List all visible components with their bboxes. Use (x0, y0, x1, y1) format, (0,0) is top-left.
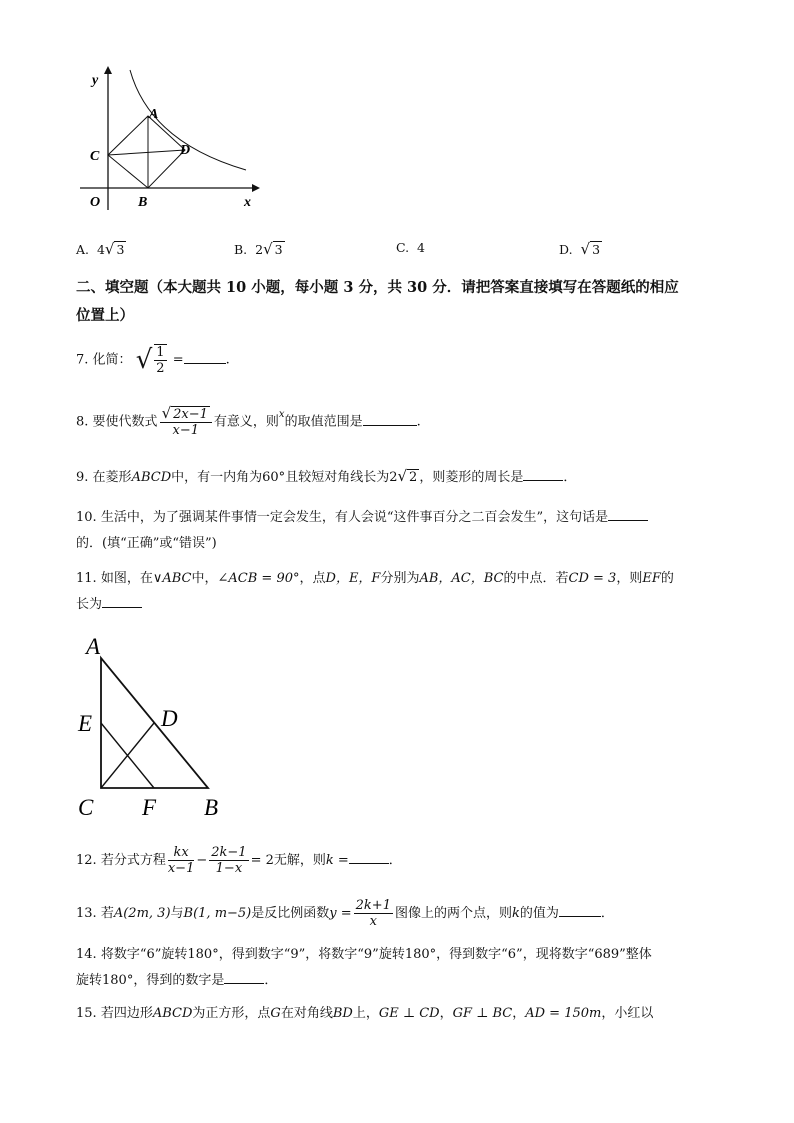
radicand: 2 (409, 470, 418, 485)
radical-sign-icon: √ (104, 240, 115, 258)
choice-letter: A. (76, 242, 90, 257)
equation-rhs: = 2 (250, 853, 274, 868)
choice-radicand: 3 (274, 242, 283, 257)
choice-radicand: 3 (592, 242, 601, 257)
question-10-line1 (76, 505, 726, 531)
fraction-1 (168, 845, 195, 876)
answer-choices (76, 240, 716, 260)
question-text: 分别为 (380, 571, 420, 586)
question-15 (76, 1005, 726, 1023)
math-ge-perp: GE ⊥ CD (378, 1006, 440, 1021)
x-axis-arrow (252, 184, 260, 192)
answer-blank[interactable] (363, 413, 417, 426)
question-text: 的值为 (519, 906, 559, 921)
question-text: ，则 (616, 571, 643, 586)
question-text: 若 (100, 906, 114, 921)
math-gf-perp: GF ⊥ BC (452, 1006, 513, 1021)
answer-blank[interactable] (608, 508, 648, 521)
question-text: 如图，在 (100, 571, 153, 586)
question-text: 生活中，为了强调某件事情一定会发生，有人会说“这件事百分之二百会发生”，这句话是 (100, 510, 609, 525)
radical-sign-icon: √ (263, 240, 273, 258)
fraction-denominator: 2 (156, 361, 165, 376)
label-o: O (90, 195, 101, 210)
question-text: 若分式方程 (100, 853, 166, 868)
fraction-2 (209, 845, 248, 876)
label-d: D (180, 143, 191, 158)
answer-blank[interactable] (184, 351, 226, 364)
question-9 (76, 467, 726, 487)
label-x: x (244, 195, 251, 210)
choice-letter: B. (234, 242, 248, 257)
label-c: C (78, 795, 94, 820)
comma: ， (512, 1006, 526, 1021)
fraction (354, 898, 393, 929)
question-text: 在菱形 (92, 470, 132, 485)
label-y: y (92, 73, 99, 88)
period: ． (388, 853, 402, 868)
label-d: D (161, 706, 178, 731)
label-c: C (90, 149, 100, 164)
fraction-denominator: 1−x (215, 861, 243, 876)
question-text: 将数字“6”旋转180°，得到数字“9”，将数字“9”旋转180°，得到数字“6”，现将数字“689”整体 (100, 947, 652, 962)
question-14-line2 (76, 968, 726, 994)
question-text: 若四边形 (100, 1006, 153, 1021)
radical-sign-icon: √ (580, 240, 591, 258)
choice-radicand: 3 (116, 242, 125, 257)
equals-sign: = (172, 352, 184, 368)
question-7 (76, 344, 726, 376)
radical-sign-icon: √ (161, 404, 172, 422)
choice-letter: C. (396, 240, 410, 255)
fraction-denominator: x−1 (167, 861, 195, 876)
fraction-numerator: kx (168, 845, 195, 861)
question-text: 图像上的两个点，则 (394, 906, 512, 921)
fraction-denominator: x (369, 914, 377, 929)
question-11-line2 (76, 592, 726, 618)
section-heading-line2: 位置上） (76, 307, 134, 324)
fraction-numerator: 2k+1 (355, 898, 391, 913)
question-10 (76, 505, 726, 557)
diagonal-cd (108, 150, 185, 155)
question-text: 旋转180°，得到的数字是 (76, 973, 225, 988)
choice-coef: 2 (255, 242, 264, 257)
math-sides: AB，AC，BC (419, 571, 504, 586)
question-number: 15. (76, 1006, 97, 1021)
question-text: ，点 (299, 571, 326, 586)
math-ad: AD = 150m (525, 1006, 602, 1021)
comma: ， (439, 1006, 453, 1021)
question-text: 的中点．若 (503, 571, 569, 586)
label-b: B (204, 795, 219, 820)
question-14-line1 (76, 942, 726, 968)
question-text: 上， (352, 1006, 379, 1021)
math-angle: ∠ACB = 90° (217, 571, 300, 586)
question-text: 与 (170, 906, 184, 921)
choice-letter: D. (559, 242, 573, 257)
radical-sign-icon: √ (397, 467, 408, 485)
question-text: 无解，则 (273, 853, 326, 868)
section-heading (76, 274, 726, 330)
period: ． (563, 470, 577, 485)
variable: x (278, 409, 285, 420)
math-point-a: A(2m, 3) (113, 906, 171, 921)
question-number: 7. (76, 352, 89, 368)
question-text: 的 (660, 571, 674, 586)
choice-d (559, 240, 602, 258)
question-number: 11. (76, 571, 97, 586)
answer-blank[interactable] (349, 851, 389, 864)
label-f: F (142, 795, 157, 820)
math-abcd: ABCD (152, 1006, 193, 1021)
question-number: 10. (76, 510, 97, 525)
question-text: 为正方形，点 (192, 1006, 271, 1021)
question-text: 长为 (76, 597, 103, 612)
math-y: y = (329, 906, 352, 921)
question-text: ，小红以 (601, 1006, 654, 1021)
label-a: A (86, 634, 101, 659)
question-11-line1 (76, 566, 726, 592)
question-text: 中， (191, 571, 218, 586)
fraction (154, 344, 166, 376)
choice-coef: 4 (96, 242, 105, 257)
question-text: 在对角线 (280, 1006, 333, 1021)
question-8 (76, 406, 726, 438)
answer-blank[interactable] (559, 904, 601, 917)
question-number: 9. (76, 470, 89, 485)
question-text: 中，有一内角为 (171, 470, 263, 485)
question-number: 13. (76, 906, 97, 921)
math-degree: 60° (262, 470, 286, 485)
fraction-denominator: x−1 (172, 423, 199, 438)
choice-c (396, 240, 425, 255)
answer-blank[interactable] (102, 595, 142, 608)
question-14 (76, 942, 726, 994)
fraction-numerator: 2k−1 (211, 845, 247, 860)
answer-blank[interactable] (224, 971, 264, 984)
math-cd: CD = 3 (568, 571, 617, 586)
math-bd: BD (332, 1006, 353, 1021)
math-triangle: ∨ABC (152, 571, 192, 586)
question-number: 12. (76, 853, 97, 868)
math-coef: 2 (389, 470, 398, 485)
period: . (225, 352, 230, 368)
choice-a (76, 240, 126, 258)
question-text: 且较短对角线长为 (285, 470, 390, 485)
question-text: 化简： (92, 352, 132, 368)
question-text: 的取值范围是 (284, 414, 363, 430)
question-text: 是反比例函数 (251, 906, 330, 921)
question-number: 8. (76, 414, 89, 430)
question-text: 有意义，则 (213, 414, 279, 430)
question-text: 要使代数式 (92, 414, 158, 430)
radical-sign-icon: √ (135, 345, 153, 375)
math-ef: EF (642, 571, 661, 586)
fraction-numerator: 1 (156, 345, 165, 360)
triangle-figure (70, 628, 230, 823)
period: . (416, 414, 421, 430)
section-heading-line1: 二、填空题（本大题共 10 小题，每小题 3 分，共 30 分．请把答案直接填写在答题纸的相应 (76, 279, 679, 296)
question-10-line2: 的．(填“正确”或“错误”) (76, 536, 217, 551)
y-axis-arrow (104, 66, 112, 74)
math-abcd: ABCD (131, 470, 172, 485)
minus-sign: − (196, 853, 208, 868)
period: ． (264, 973, 278, 988)
choice-coef: 4 (417, 240, 425, 255)
label-a: A (149, 107, 159, 122)
question-text: ，则菱形的周长是 (419, 470, 524, 485)
question-12 (76, 845, 726, 876)
choice-b (234, 240, 285, 258)
question-11 (76, 566, 726, 618)
radicand: 2x−1 (173, 407, 208, 422)
fraction-numerator (160, 406, 212, 423)
period: ． (600, 906, 614, 921)
label-e: E (78, 711, 93, 736)
fraction (160, 406, 212, 438)
math-g: G (270, 1006, 281, 1021)
math-points: D，E，F (325, 571, 381, 586)
math-k: k (511, 906, 520, 921)
coordinate-figure (70, 62, 270, 212)
math-point-b: B(1, m−5) (183, 906, 252, 921)
question-13 (76, 898, 726, 929)
sqrt-fraction (136, 344, 169, 376)
math-k: k = (325, 853, 349, 868)
label-b: B (138, 195, 148, 210)
question-number: 14. (76, 947, 97, 962)
answer-blank[interactable] (523, 468, 563, 481)
